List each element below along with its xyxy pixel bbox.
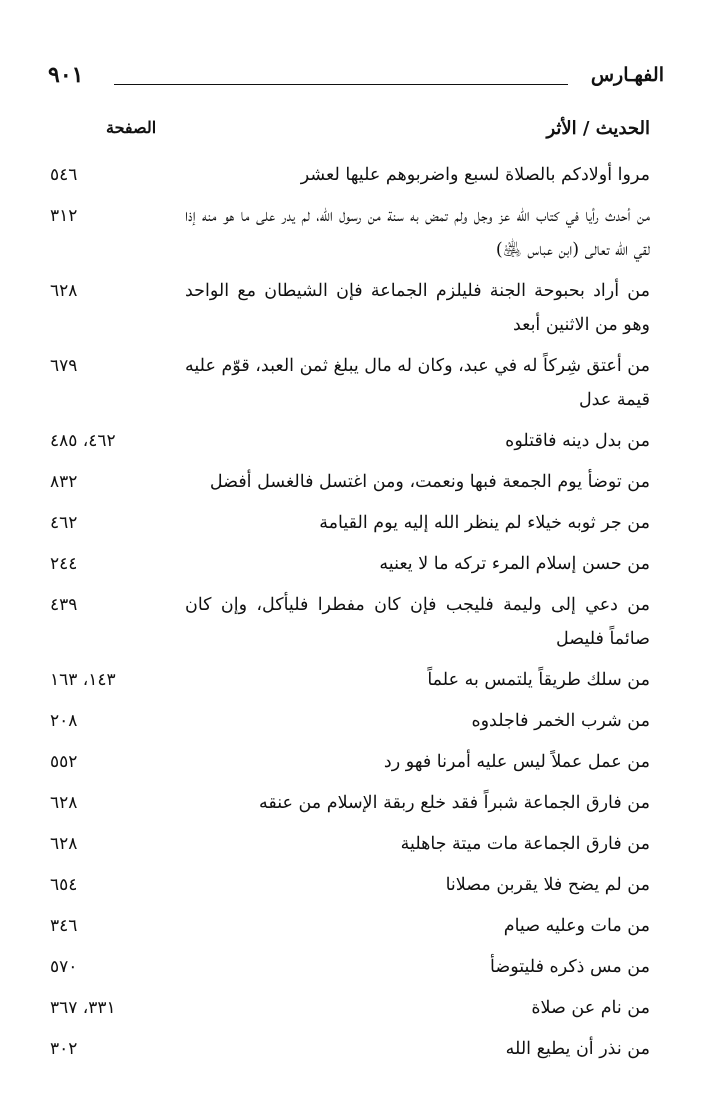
- hadith-text: من دعي إلى وليمة فليجب فإن كان مفطرا فليأكل، وإن كان صائماً فليصل: [185, 595, 650, 649]
- hadith-text: من مات وعليه صيام: [503, 916, 650, 936]
- index-entry: [50, 199, 650, 267]
- index-entry: [50, 663, 650, 697]
- index-entry: [50, 547, 650, 581]
- index-entry: [50, 588, 650, 656]
- index-entry: [50, 991, 650, 1025]
- hadith-text: من أعتق شِركاً له في عبد، وكان له مال يبلغ ثمن العبد، قوّم عليه قيمة عدل: [185, 356, 650, 410]
- page-number: ٩٠١: [48, 62, 84, 88]
- index-entries: [50, 158, 650, 1073]
- hadith-text: من حسن إسلام المرء تركه ما لا يعنيه: [379, 554, 650, 574]
- page-reference: ٦٢٨: [50, 793, 78, 813]
- index-entry: [50, 349, 650, 417]
- hadith-text: من مس ذكره فليتوضأ: [490, 957, 650, 977]
- column-header-hadith: الحديث / الأثر: [546, 118, 650, 139]
- page-reference: ٣١٢: [50, 206, 78, 226]
- index-entry: [50, 465, 650, 499]
- hadith-text: من عمل عملاً ليس عليه أمرنا فهو رد: [383, 752, 650, 772]
- hadith-text: من أراد بحبوحة الجنة فليلزم الجماعة فإن الشيطان مع الواحد وهو من الاثنين أبعد: [185, 281, 650, 335]
- index-entry: [50, 786, 650, 820]
- page-reference: ٤٦٢: [50, 513, 78, 533]
- index-entry: [50, 506, 650, 540]
- page-reference: ٦٧٩: [50, 356, 78, 376]
- index-entry: [50, 274, 650, 342]
- page-reference: ٤٦٢، ٤٨٥: [50, 431, 116, 451]
- index-entry: [50, 745, 650, 779]
- hadith-text: من نام عن صلاة: [531, 998, 650, 1018]
- page-reference: ٢٤٤: [50, 554, 78, 574]
- header-rule: [114, 84, 568, 85]
- index-entry: [50, 704, 650, 738]
- hadith-text: من توضأ يوم الجمعة فبها ونعمت، ومن اغتسل فالغسل أفضل: [209, 472, 650, 492]
- page-reference: ٨٣٢: [50, 472, 78, 492]
- running-header: [48, 60, 664, 94]
- index-entry: [50, 868, 650, 902]
- hadith-text: من شرب الخمر فاجلدوه: [471, 711, 650, 731]
- column-headers: [50, 118, 650, 150]
- hadith-text: من أحدث رأيا في كتاب الله عز وجل ولم تمض به سنة من رسول الله، لم يدر على ما هو منه إذا لقي الله تعالى (ابن عباس ﵁): [185, 206, 650, 260]
- index-entry: [50, 909, 650, 943]
- hadith-text: من لم يضح فلا يقربن مصلانا: [445, 875, 650, 895]
- page-reference: ٥٤٦: [50, 165, 78, 185]
- page-reference: ٦٥٤: [50, 875, 78, 895]
- page-reference: ٦٢٨: [50, 281, 78, 301]
- index-entry: [50, 1032, 650, 1066]
- hadith-text: مروا أولادكم بالصلاة لسبع واضربوهم عليها لعشر: [300, 165, 650, 185]
- page-reference: ٢٠٨: [50, 711, 78, 731]
- running-title: الفهـارس: [590, 64, 664, 86]
- page-reference: ٣٤٦: [50, 916, 78, 936]
- page-reference: ١٤٣، ١٦٣: [50, 670, 116, 690]
- hadith-text: من فارق الجماعة شبراً فقد خلع ربقة الإسلام من عنقه: [258, 793, 650, 813]
- page-reference: ٦٢٨: [50, 834, 78, 854]
- hadith-text: من نذر أن يطيع الله: [505, 1039, 650, 1059]
- page-reference: ٣٣١، ٣٦٧: [50, 998, 116, 1018]
- page-reference: ٤٣٩: [50, 595, 78, 615]
- index-entry: [50, 827, 650, 861]
- page-reference: ٥٥٢: [50, 752, 78, 772]
- index-entry: [50, 950, 650, 984]
- index-entry: [50, 424, 650, 458]
- column-header-page: الصفحة: [106, 118, 157, 137]
- index-entry: [50, 158, 650, 192]
- page-reference: ٣٠٢: [50, 1039, 78, 1059]
- hadith-text: من جر ثوبه خيلاء لم ينظر الله إليه يوم القيامة: [319, 513, 650, 533]
- hadith-text: من بدل دينه فاقتلوه: [505, 431, 650, 451]
- hadith-text: من سلك طريقاً يلتمس به علماً: [427, 670, 650, 690]
- page-reference: ٥٧٠: [50, 957, 78, 977]
- hadith-text: من فارق الجماعة مات ميتة جاهلية: [400, 834, 650, 854]
